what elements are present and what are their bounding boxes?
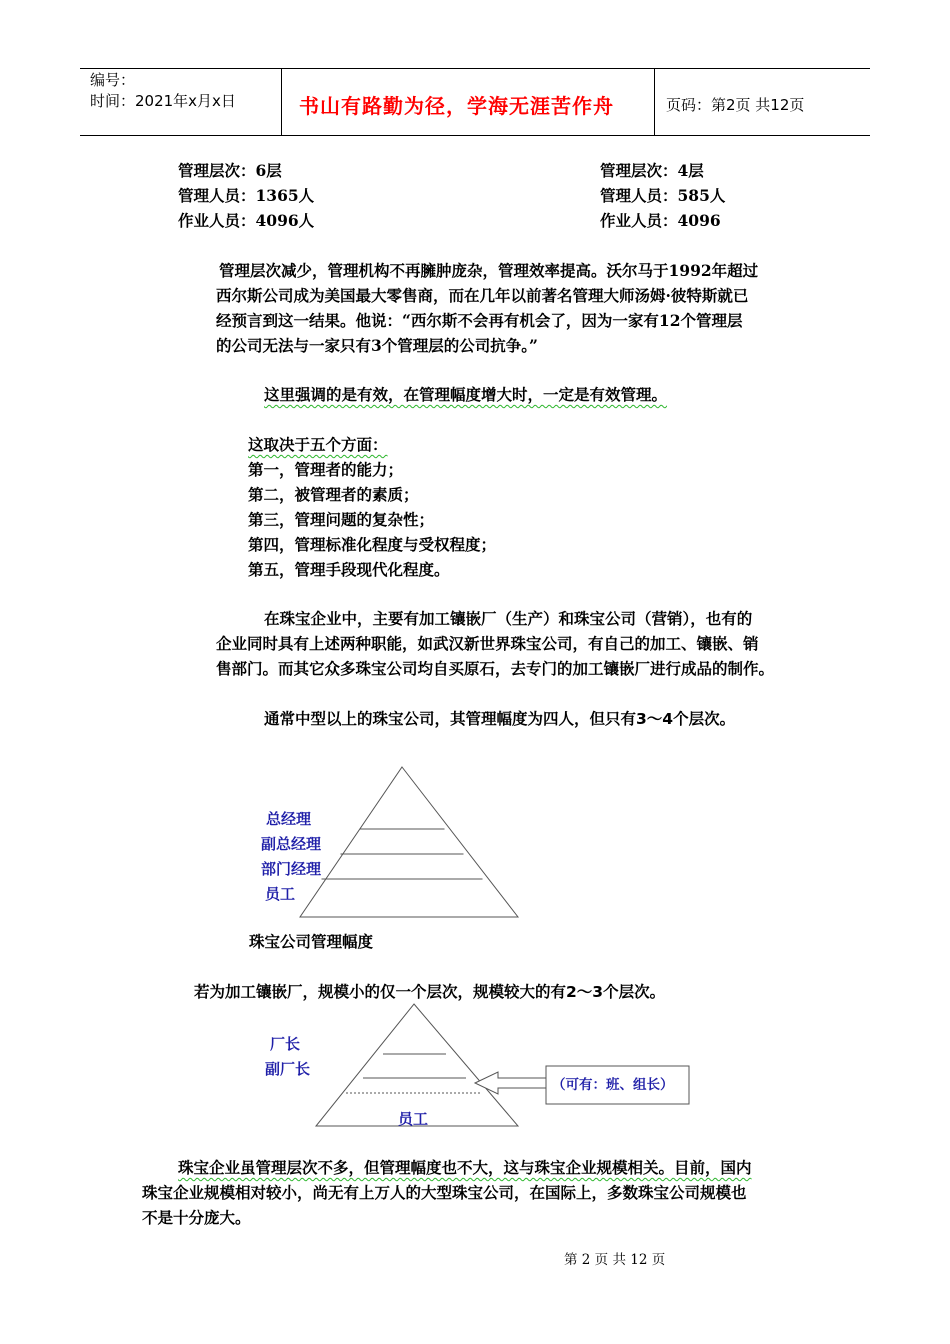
para1-line: 管理层次减少，管理机构不再臃肿庞杂，管理效率提高。沃尔马于1992年超过 — [219, 261, 759, 280]
page-footer: 第 2 页 共 12 页 — [564, 1252, 666, 1268]
compare-right-line: 作业人员：4096 — [600, 211, 721, 230]
paragraph-1 — [216, 258, 758, 358]
five-aspects-intro: 这取决于五个方面： — [248, 436, 388, 454]
callout-text: （可有：班、组长） — [552, 1077, 674, 1093]
pyramid-2-label: 副厂长 — [265, 1060, 311, 1078]
aspect-item: 第三，管理问题的复杂性； — [248, 511, 435, 529]
pyramid-2-diagram — [310, 998, 700, 1133]
aspect-item: 第一，管理者的能力； — [248, 461, 404, 479]
pyramid-1-label: 副总经理 — [261, 835, 322, 853]
header-divider-2 — [654, 68, 655, 136]
compare-left-line: 管理层次：6层 — [178, 161, 282, 180]
compare-right — [600, 158, 725, 233]
pyramid-1-label: 部门经理 — [261, 860, 322, 878]
paragraph-4: 通常中型以上的珠宝公司，其管理幅度为四人，但只有3～4个层次。 — [264, 710, 736, 728]
pyramid-1-label: 总经理 — [266, 810, 312, 828]
para1-line: 西尔斯公司成为美国最大零售商，而在几年以前著名管理大师汤姆·彼特斯就已 — [216, 286, 749, 305]
paragraph-3 — [216, 607, 774, 682]
paragraph-2 — [264, 383, 667, 408]
para3-line: 售部门。而其它众多珠宝公司均自买原石，去专门的加工镶嵌厂进行成品的制作。 — [216, 660, 775, 678]
header-divider-1 — [281, 68, 282, 136]
para6-line: 珠宝企业规模相对较小，尚无有上万人的大型珠宝公司，在国际上，多数珠宝公司规模也 — [142, 1184, 747, 1202]
pyramid-2-bottom-label: 员工 — [398, 1110, 429, 1128]
compare-left-line: 作业人员：4096人 — [178, 211, 315, 230]
aspect-item: 第四，管理标准化程度与受权程度； — [248, 536, 497, 554]
header-motto: 书山有路勤为径，学海无涯苦作舟 — [299, 94, 614, 118]
compare-right-line: 管理人员：585人 — [600, 186, 726, 205]
callout-arrow — [475, 1072, 546, 1094]
pyramid-1-outline — [300, 767, 518, 917]
compare-left — [178, 158, 314, 233]
pyramid-1-caption: 珠宝公司管理幅度 — [249, 933, 374, 951]
five-aspects — [248, 433, 496, 583]
aspect-item: 第五，管理手段现代化程度。 — [248, 561, 450, 579]
header-top-border — [80, 68, 870, 69]
para3-line: 在珠宝企业中，主要有加工镶嵌厂（生产）和珠宝公司（营销），也有的 — [264, 610, 753, 628]
pyramid-1-label: 员工 — [265, 885, 296, 903]
para1-line: 的公司无法与一家只有3个管理层的公司抗争。” — [216, 336, 538, 355]
paragraph-6 — [142, 1156, 752, 1231]
paragraph-5: 若为加工镶嵌厂，规模小的仅一个层次，规模较大的有2～3个层次。 — [194, 983, 666, 1001]
para6-line: 珠宝企业虽管理层次不多，但管理幅度也不大，这与珠宝企业规模相关。目前，国内 — [178, 1159, 752, 1177]
aspect-item: 第二，被管理者的素质； — [248, 486, 419, 504]
para3-line: 企业同时具有上述两种职能，如武汉新世界珠宝公司，有自己的加工、镶嵌、销 — [216, 635, 759, 653]
compare-left-line: 管理人员：1365人 — [178, 186, 315, 205]
time-label: 时间：2021年x月x日 — [90, 92, 236, 110]
number-label: 编号： — [90, 71, 136, 89]
header-page-info: 页码：第2页 共12页 — [666, 96, 805, 114]
para1-line: 经预言到这一结果。他说：“西尔斯不会再有机会了，因为一家有12个管理层 — [216, 311, 743, 330]
para6-line: 不是十分庞大。 — [142, 1209, 251, 1227]
pyramid-1-diagram — [290, 762, 530, 922]
compare-right-line: 管理层次：4层 — [600, 161, 704, 180]
para2-text: 这里强调的是有效，在管理幅度增大时，一定是有效管理。 — [264, 386, 668, 404]
header-bottom-border — [80, 135, 870, 136]
header-left — [90, 70, 236, 112]
pyramid-2-label: 厂长 — [270, 1035, 301, 1053]
